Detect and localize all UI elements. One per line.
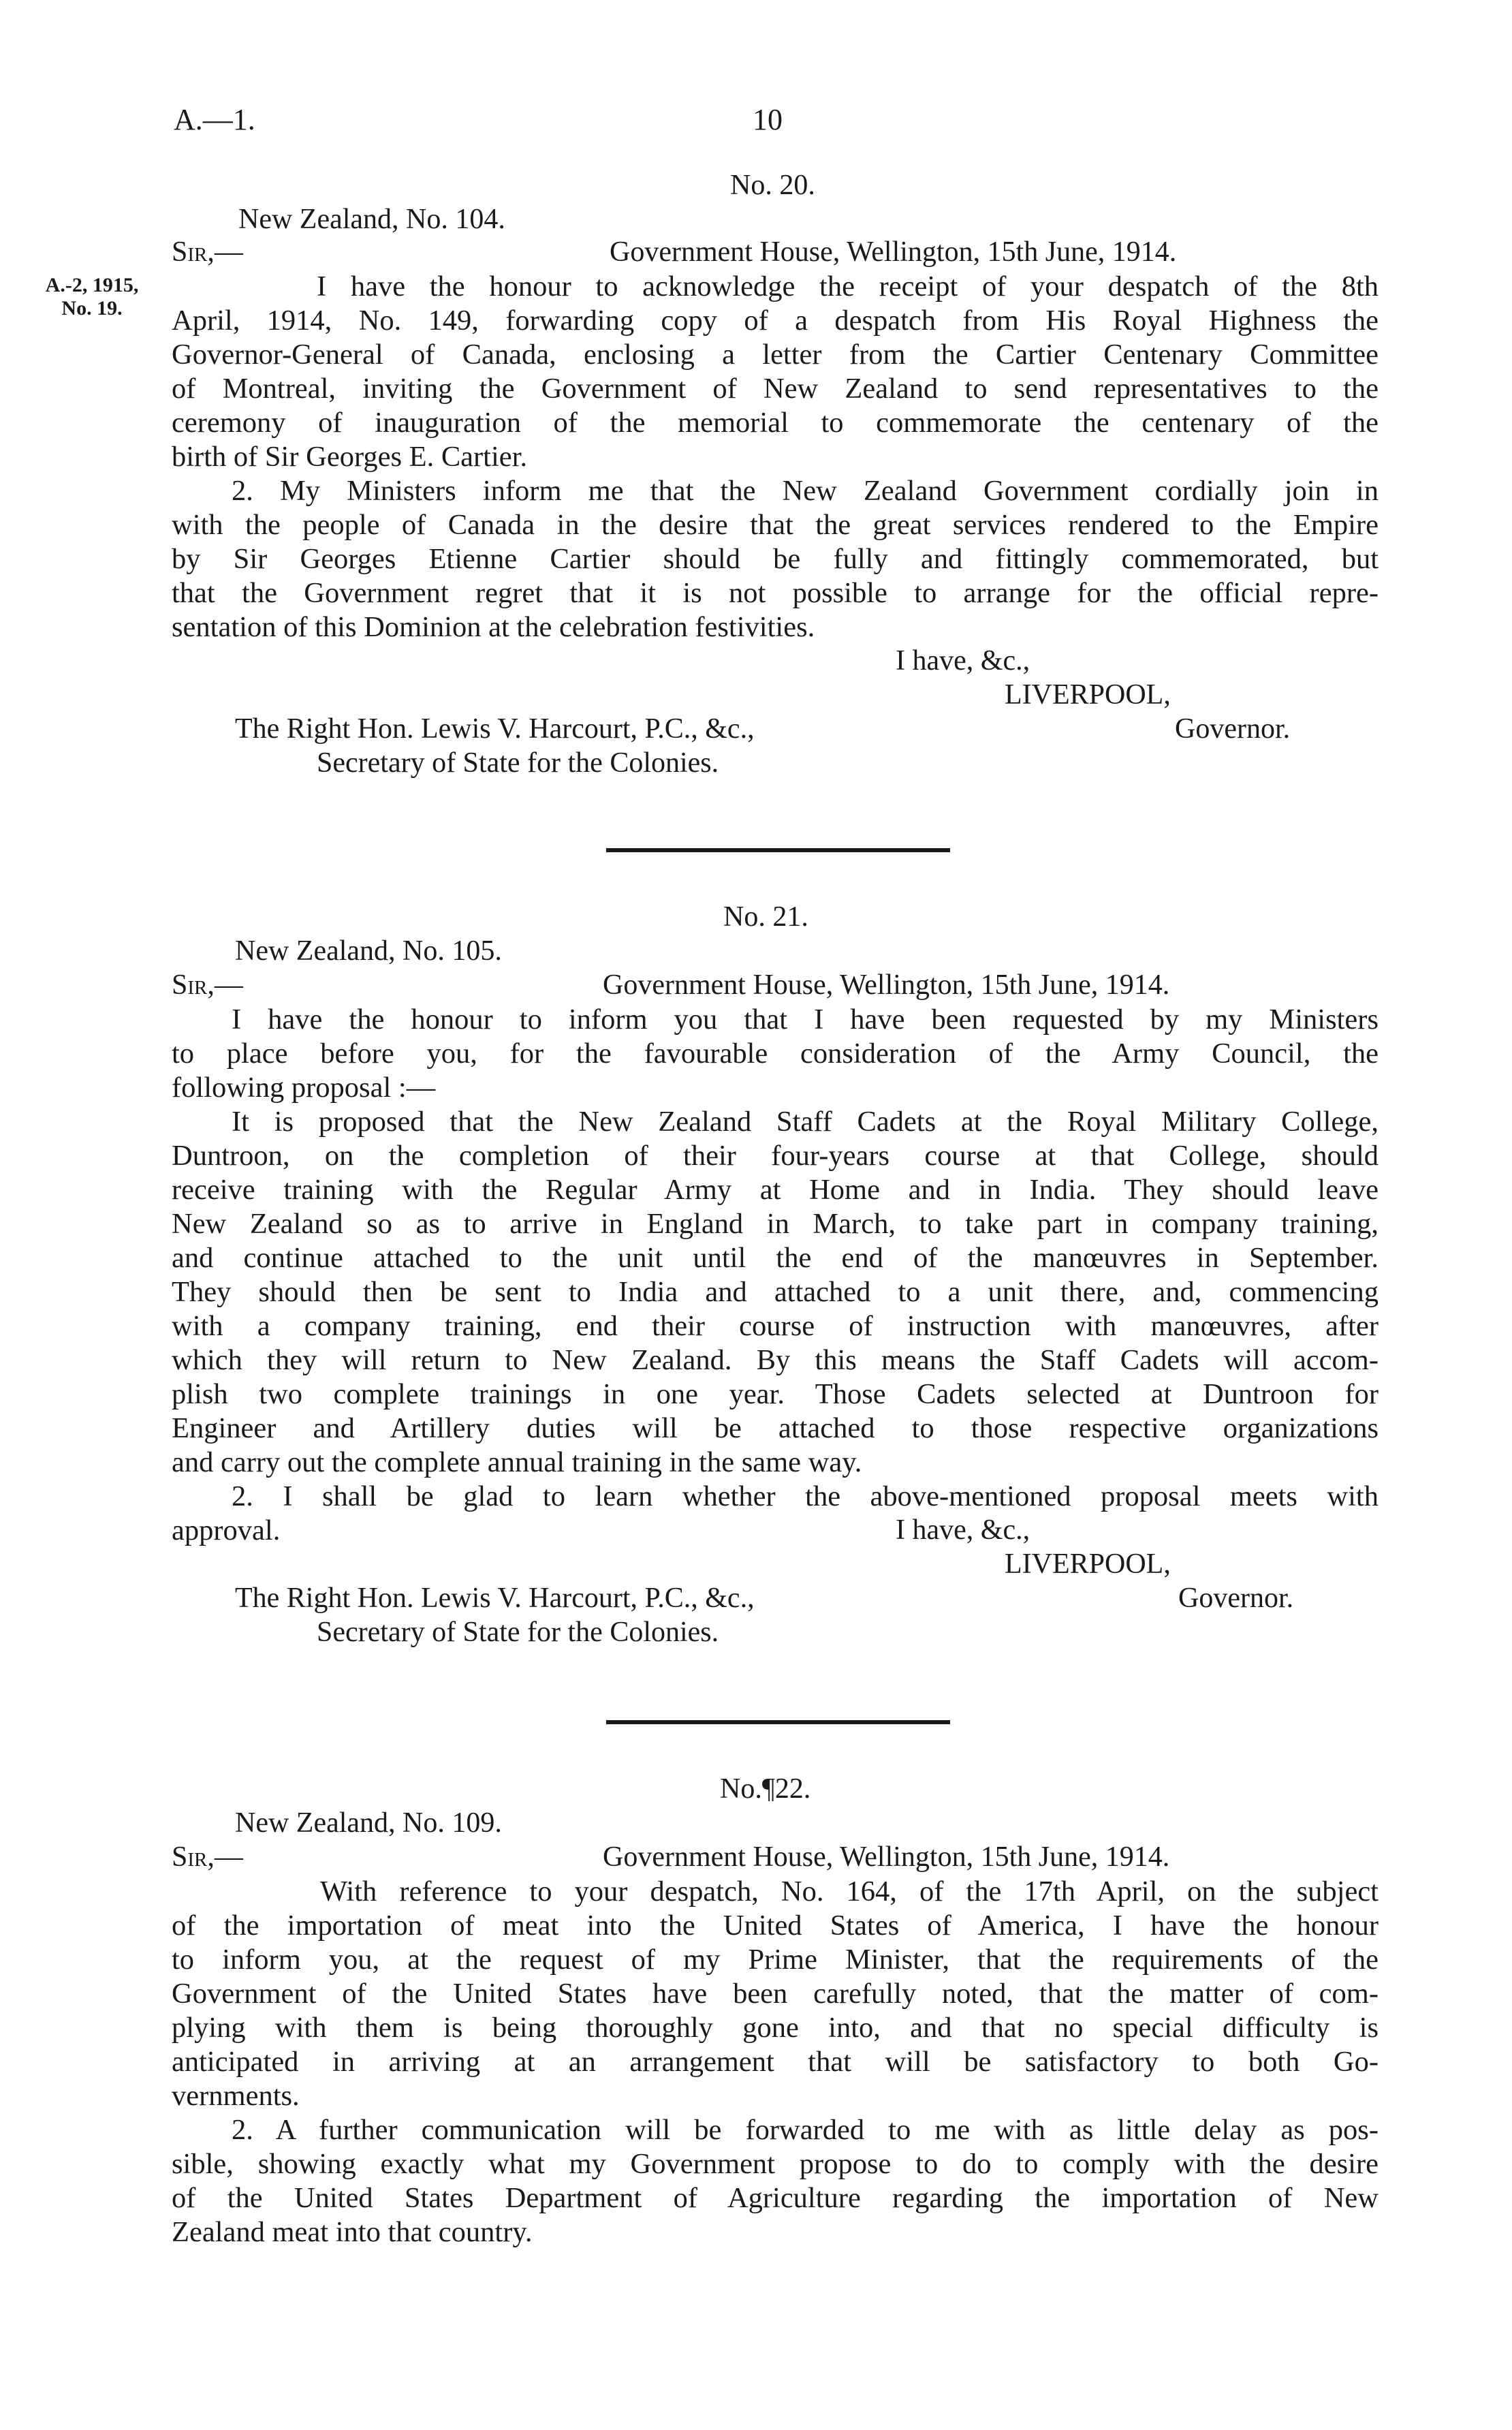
body-line: following proposal :— — [172, 1072, 436, 1104]
addressee-title: Secretary of State for the Colonies. — [317, 747, 719, 779]
closing: I have, &c., — [896, 1514, 1030, 1546]
body-line: April, 1914, No. 149, forwarding copy of a despatch from His Royal Highness the — [172, 305, 1379, 337]
signature: LIVERPOOL, — [1005, 1548, 1171, 1580]
body-line: I have the honour to acknowledge the receipt of your despatch of the 8th — [317, 270, 1379, 302]
body-line: Zealand meat into that country. — [172, 2216, 533, 2248]
body-line: plying with them is being thoroughly gone into, and that no special difficulty is — [172, 2012, 1379, 2044]
body-line: with the people of Canada in the desire that the great services rendered to the Empire — [172, 509, 1379, 541]
section-divider — [606, 848, 950, 852]
body-line: to place before you, for the favourable consideration of the Army Council, the — [172, 1038, 1379, 1070]
body-line: 2. A further communication will be forwarded to me with as little delay as pos- — [232, 2114, 1379, 2146]
body-line: Governor-General of Canada, enclosing a letter from the Cartier Centenary Committee — [172, 339, 1379, 371]
addressee-title: Secretary of State for the Colonies. — [317, 1617, 719, 1648]
body-line: Duntroon, on the completion of their four-years course at that College, should — [172, 1140, 1379, 1172]
body-line: and carry out the complete annual training in the same way. — [172, 1446, 862, 1478]
body-line: 2. My Ministers inform me that the New Zealand Government cordially join in — [232, 475, 1379, 507]
body-line: sible, showing exactly what my Government propose to do to comply with the desire — [172, 2148, 1379, 2180]
page-number: 10 — [753, 103, 783, 136]
salutation: Sir,— — [172, 969, 243, 1001]
closing: I have, &c., — [896, 645, 1030, 676]
margin-note: A.-2, 1915, — [45, 274, 139, 296]
body-line: receive training with the Regular Army at Home and in India. They should leave — [172, 1174, 1379, 1206]
body-line: anticipated in arriving at an arrangement that will be satisfactory to both Go- — [172, 2046, 1379, 2078]
body-line: of the United States Department of Agriculture regarding the importation of New — [172, 2182, 1379, 2214]
section-number: No. 20. — [730, 170, 815, 201]
body-line: and continue attached to the unit until the end of the manœuvres in September. — [172, 1242, 1379, 1274]
section-number: No. 21. — [723, 901, 808, 933]
body-line: of Montreal, inviting the Government of New Zealand to send representatives to the — [172, 373, 1379, 405]
place-date: Government House, Wellington, 15th June, 1914. — [603, 969, 1170, 1001]
section-divider — [606, 1720, 950, 1724]
body-line: ceremony of inauguration of the memorial to commemorate the centenary of the — [172, 407, 1379, 439]
signer-title: Governor. — [1175, 713, 1291, 745]
place-date: Government House, Wellington, 15th June, 1914. — [603, 1841, 1170, 1873]
body-line: New Zealand so as to arrive in England in March, to take part in company training, — [172, 1208, 1379, 1240]
addressee: The Right Hon. Lewis V. Harcourt, P.C., &c., — [235, 1583, 755, 1614]
despatch-reference: New Zealand, No. 105. — [235, 935, 502, 967]
salutation: Sir,— — [172, 236, 243, 268]
body-line: by Sir Georges Etienne Cartier should be fully and fittingly commemorated, but — [172, 543, 1379, 575]
body-line: with a company training, end their course of instruction with manœuvres, after — [172, 1310, 1379, 1342]
body-line: vernments. — [172, 2080, 300, 2112]
body-line: which they will return to New Zealand. By this means the Staff Cadets will accom- — [172, 1344, 1379, 1376]
body-line: plish two complete trainings in one year. Those Cadets selected at Duntroon for — [172, 1378, 1379, 1410]
despatch-reference: New Zealand, No. 104. — [238, 204, 505, 235]
body-line: that the Government regret that it is not possible to arrange for the official repre- — [172, 577, 1379, 609]
body-line: Government of the United States have been carefully noted, that the matter of com- — [172, 1978, 1379, 2010]
body-line: It is proposed that the New Zealand Staff Cadets at the Royal Military College, — [232, 1106, 1379, 1138]
addressee: The Right Hon. Lewis V. Harcourt, P.C., &c., — [235, 713, 755, 745]
section-number: No.¶22. — [720, 1773, 811, 1805]
place-date: Government House, Wellington, 15th June, 1914. — [610, 236, 1177, 268]
body-line: birth of Sir Georges E. Cartier. — [172, 441, 528, 473]
body-line: They should then be sent to India and attached to a unit there, and, commencing — [172, 1276, 1379, 1308]
despatch-reference: New Zealand, No. 109. — [235, 1807, 502, 1839]
body-line: to inform you, at the request of my Prime Minister, that the requirements of the — [172, 1944, 1379, 1976]
body-line: of the importation of meat into the United States of America, I have the honour — [172, 1910, 1379, 1942]
body-line: I have the honour to inform you that I have been requested by my Ministers — [232, 1003, 1379, 1035]
body-line: 2. I shall be glad to learn whether the above-mentioned proposal meets with — [232, 1480, 1379, 1512]
document-reference: A.—1. — [174, 103, 255, 136]
body-line: With reference to your despatch, No. 164, of the 17th April, on the subject — [320, 1875, 1379, 1907]
signature: LIVERPOOL, — [1005, 679, 1171, 711]
body-line: approval. — [172, 1514, 281, 1546]
body-line: Engineer and Artillery duties will be attached to those respective organizations — [172, 1412, 1379, 1444]
margin-note: No. 19. — [61, 297, 123, 320]
signer-title: Governor. — [1178, 1583, 1294, 1614]
salutation: Sir,— — [172, 1841, 243, 1873]
body-line: sentation of this Dominion at the celebration festivities. — [172, 611, 815, 643]
